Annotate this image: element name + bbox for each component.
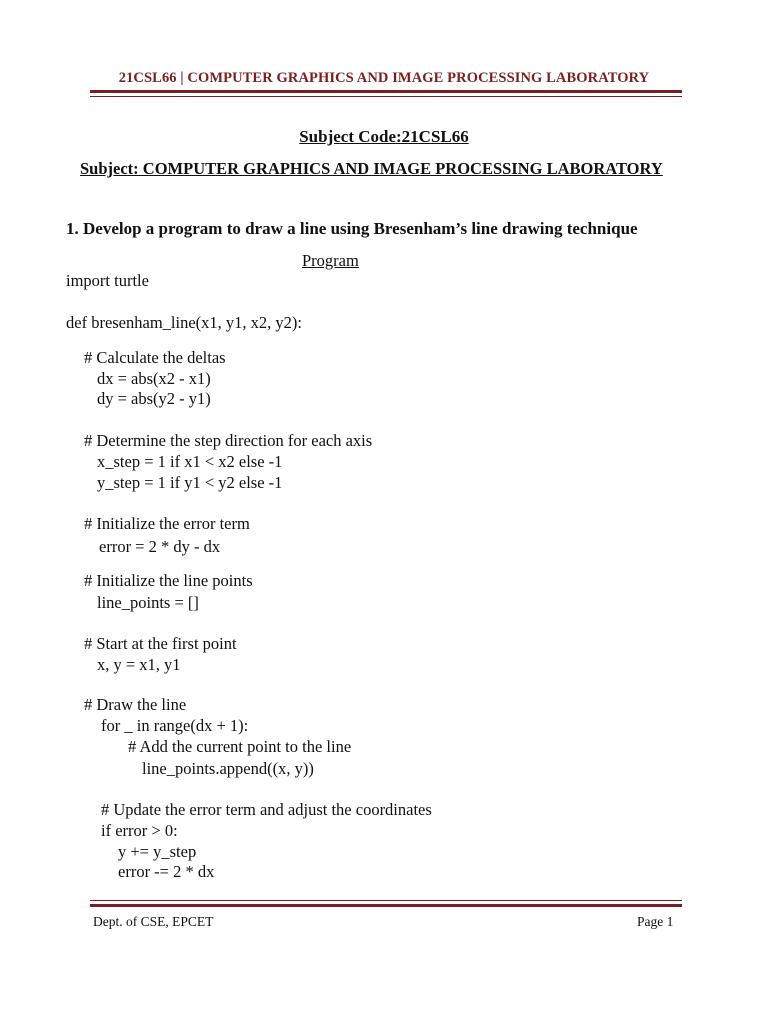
code-line: # Calculate the deltas (84, 348, 226, 367)
code-line: # Add the current point to the line (128, 737, 352, 756)
code-line: y_step = 1 if y1 < y2 else -1 (97, 473, 283, 492)
code-line: # Draw the line (84, 695, 187, 714)
code-line: for _ in range(dx + 1): (101, 716, 249, 735)
code-line: # Initialize the line points (84, 571, 253, 590)
footer-page-number: Page 1 (637, 914, 674, 929)
code-line: import turtle (66, 271, 149, 290)
code-line: # Update the error term and adjust the coordinates (101, 800, 432, 819)
footer-rule-thick (90, 904, 682, 907)
code-line: dy = abs(y2 - y1) (97, 389, 211, 408)
code-line: x, y = x1, y1 (97, 655, 181, 674)
code-line: error = 2 * dy - dx (99, 537, 221, 556)
footer-rule-thin (90, 900, 682, 901)
header-title: 21CSL66 | COMPUTER GRAPHICS AND IMAGE PROCESSING LABORATORY (118, 70, 650, 86)
code-line: # Determine the step direction for each axis (84, 431, 373, 450)
footer-department: Dept. of CSE, EPCET (93, 914, 214, 929)
code-line: if error > 0: (101, 821, 178, 840)
program-label: Program (302, 251, 359, 270)
header-rule-thick (90, 90, 682, 93)
code-line: x_step = 1 if x1 < x2 else -1 (97, 452, 283, 471)
code-line: line_points = [] (97, 593, 199, 612)
header-rule-thin (90, 96, 682, 97)
code-line: # Start at the first point (84, 634, 237, 653)
code-line: dx = abs(x2 - x1) (97, 369, 211, 388)
code-line: error -= 2 * dx (118, 862, 215, 881)
subject-code: Subject Code:21CSL66 (299, 127, 469, 146)
question-heading: 1. Develop a program to draw a line using Bresenham’s line drawing technique (66, 219, 638, 238)
code-line: # Initialize the error term (84, 514, 250, 533)
code-line: y += y_step (118, 842, 197, 861)
subject-title: Subject: COMPUTER GRAPHICS AND IMAGE PROCESSING LABORATORY (80, 159, 663, 178)
code-line: line_points.append((x, y)) (142, 759, 314, 778)
code-line: def bresenham_line(x1, y1, x2, y2): (66, 313, 302, 332)
